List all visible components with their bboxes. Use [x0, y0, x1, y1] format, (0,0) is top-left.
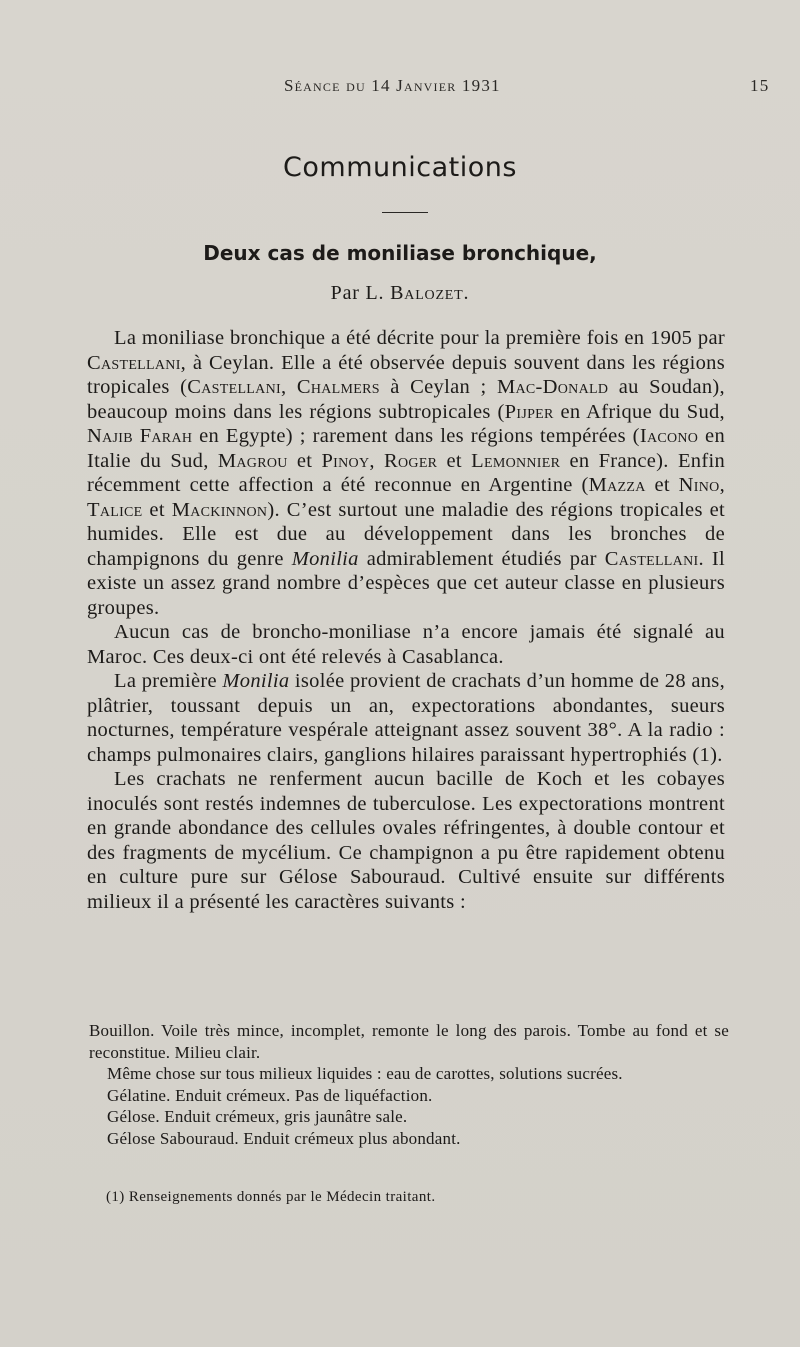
- text-run: ,: [280, 376, 297, 398]
- culture-entry: Même chose sur tous milieux liquides : eau de carottes, solutions sucrées.: [107, 1064, 623, 1084]
- paragraph: [87, 767, 725, 914]
- text-run: et: [142, 498, 172, 521]
- author-citation: Castellani: [87, 351, 181, 374]
- text-run: en France). Enfin récemment cette affection a été reconnue en Argentine (: [87, 449, 725, 496]
- text-run: . Il existe un assez grand nombre d’espèces que cet auteur classe en plusieurs groupes.: [87, 547, 725, 619]
- text-run: La moniliase bronchique a été décrite pour la première fois en 1905 par: [114, 327, 725, 349]
- culture-entry: Gélatine. Enduit crémeux. Pas de liquéfaction.: [107, 1085, 433, 1105]
- text-run: Aucun cas de broncho-moniliase n’a encore jamais été signalé au Maroc. Ces deux-ci ont été relevés à Casablanca.: [87, 621, 725, 668]
- genus-name: Monilia: [291, 547, 359, 570]
- article-body: [87, 326, 725, 914]
- author-citation: Talice: [87, 498, 143, 521]
- text-run: ,: [369, 449, 385, 472]
- text-run: et: [437, 449, 472, 472]
- section-title: Communications: [283, 152, 517, 183]
- culture-entry: Bouillon. Voile très mince, incomplet, remonte le long des parois. Tombe au fond et se reconstitue. Milieu clair.: [89, 1021, 729, 1062]
- running-header: [0, 76, 800, 102]
- paragraph: [87, 669, 725, 767]
- text-run: et: [645, 474, 679, 496]
- author-citation: Iacono: [639, 425, 699, 447]
- text-run: La première: [114, 670, 223, 692]
- text-run: en Egypte) ; rarement dans les régions tempérées (: [192, 425, 640, 447]
- author-citation: Najib Farah: [87, 425, 193, 447]
- text-run: admirablement étudiés par: [358, 547, 605, 570]
- author-citation: Roger: [384, 449, 438, 472]
- text-run: en Italie du Sud,: [87, 425, 726, 472]
- genus-name: Monilia: [222, 670, 290, 692]
- text-run: , à Ceylan. Elle a été observée depuis souvent dans les régions tropicales (: [87, 351, 725, 398]
- paragraph: [87, 326, 725, 620]
- running-title: Séance du 14 Janvier 1931: [284, 76, 501, 95]
- article-title: Deux cas de moniliase bronchique,: [203, 241, 597, 265]
- author-citation: Mac-Donald: [496, 376, 609, 398]
- author-citation: Magrou: [217, 449, 288, 472]
- author-name: L. Balozet.: [365, 282, 470, 304]
- text-run: isolée provient de crachats d’un homme de 28 ans, plâtrier, toussant depuis un an, expectorations abondantes, sueurs nocturnes, température vespérale atteignant assez souvent 38°. A la radio : champs pulmonaires clairs, ganglions hilaires paraissant hypertrophiés (1).: [87, 670, 726, 766]
- author-citation: Mazza: [588, 474, 646, 496]
- culture-entry: Gélose. Enduit crémeux, gris jaunâtre sale.: [107, 1107, 408, 1127]
- title-rule: [382, 212, 428, 213]
- author-citation: Nino: [678, 474, 720, 496]
- text-run: à Ceylan ;: [379, 376, 497, 398]
- author-citation: Castellani: [604, 547, 699, 570]
- author-citation: Chalmers: [296, 376, 380, 398]
- author-citation: Lemonnier: [471, 449, 561, 472]
- text-run: et: [287, 449, 322, 472]
- culture-entry: Gélose Sabouraud. Enduit crémeux plus abondant.: [107, 1128, 461, 1148]
- text-run: Les crachats ne renferment aucun bacille de Koch et les cobayes inoculés sont restés indemnes de tuberculose. Les expectorations montrent en grande abondance des cellules ovales réfringentes, à double contour et des fragments de mycélium. Ce champignon a pu être rapidement obtenu en culture pure sur Gélose Sabouraud. Cultivé ensuite sur différents milieux il a présenté les caractères suivants :: [87, 768, 725, 913]
- text-run: ). C’est surtout une maladie des régions tropicales et humides. Elle est due au développement dans les bronches de champignons du genre: [87, 498, 725, 570]
- culture-results: [89, 1020, 729, 1150]
- text-run: au Soudan), beaucoup moins dans les régions subtropicales (: [87, 376, 725, 423]
- author-citation: Castellani: [187, 376, 281, 398]
- page-number: 15: [750, 76, 770, 95]
- text-run: en Afrique du Sud,: [553, 400, 725, 423]
- author-citation: Pijper: [504, 400, 554, 423]
- byline: [0, 282, 800, 305]
- footnote: (1) Renseignements donnés par le Médecin traitant.: [106, 1189, 436, 1205]
- byline-prefix: Par: [330, 282, 360, 304]
- author-citation: Pinoy: [321, 449, 370, 472]
- author-citation: Mackinnon: [171, 498, 268, 521]
- paragraph: [87, 620, 725, 669]
- text-run: ,: [719, 474, 725, 496]
